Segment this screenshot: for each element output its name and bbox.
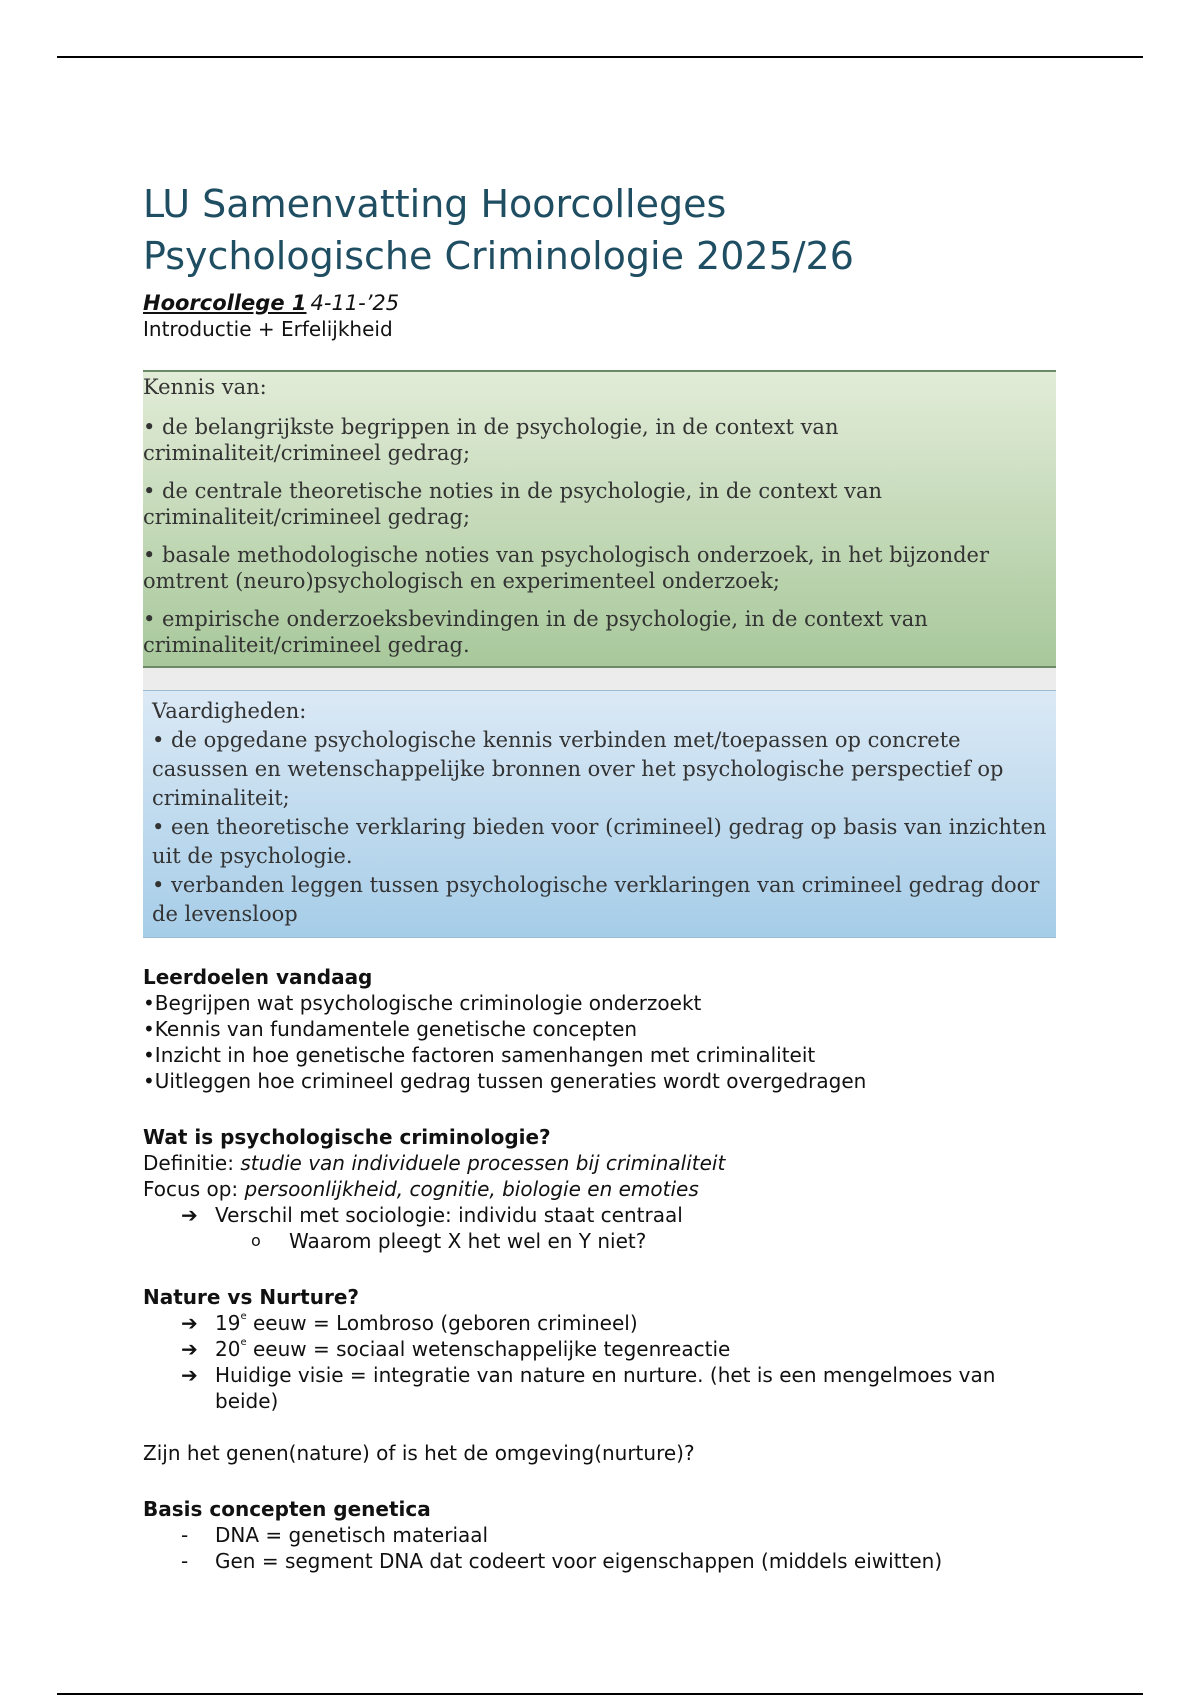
arrow-item-text: Huidige visie = integratie van nature en nurture. (het is een mengelmoes van beide) [215, 1363, 996, 1413]
top-rule [57, 56, 1143, 58]
document-body [143, 178, 1063, 1574]
vaardigheden-item: • de opgedane psychologische kennis verbinden met/toepassen op concrete casussen en wetenschappelijke bronnen over het psychologische perspectief op criminaliteit; [152, 728, 1004, 810]
arrow-item [143, 1310, 1063, 1336]
list-item: • Inzicht in hoe genetische factoren samenhangen met criminaliteit [143, 1042, 1063, 1068]
page-title [143, 178, 1063, 282]
kennis-item: • basale methodologische noties van psychologisch onderzoek, in het bijzonder omtrent (neuro)psychologisch en experimenteel onderzoek; [143, 543, 989, 593]
list-item: • Kennis van fundamentele genetische concepten [143, 1016, 1063, 1042]
box-separator [143, 668, 1056, 690]
arrow-icon: ➔ [181, 1203, 198, 1227]
title-line-2: Psychologische Criminologie 2025/26 [143, 234, 854, 278]
leerdoelen-heading: Leerdoelen vandaag [143, 965, 373, 989]
lecture-date: 4-11-’25 [310, 291, 400, 315]
vaardigheden-item: • een theoretische verklaring bieden voor (crimineel) gedrag op basis van inzichten uit de psychologie. [152, 815, 1047, 868]
circle-bullet-icon: o [251, 1231, 261, 1250]
list-item-text: DNA = genetisch materiaal [215, 1523, 489, 1547]
kennis-box [143, 370, 1056, 668]
nature-question: Zijn het genen(nature) of is het de omgeving(nurture)? [143, 1441, 695, 1465]
arrow-item [143, 1202, 1063, 1228]
kennis-item: • de centrale theoretische noties in de psychologie, in de context van criminaliteit/crimineel gedrag; [143, 479, 883, 529]
definitie-line [143, 1150, 1063, 1176]
focus-line [143, 1176, 1063, 1202]
dash-bullet-icon: - [181, 1523, 189, 1547]
list-item [143, 1522, 1063, 1548]
focus-label: Focus op: [143, 1177, 245, 1201]
arrow-icon: ➔ [181, 1337, 198, 1361]
spacer [143, 1414, 1063, 1440]
title-line-1: LU Samenvatting Hoorcolleges [143, 182, 727, 226]
sub-item-text: Waarom pleegt X het wel en Y niet? [289, 1229, 647, 1253]
arrow-icon: ➔ [181, 1311, 198, 1335]
leerdoelen-section [143, 964, 1063, 1094]
century-number: 19 [215, 1311, 241, 1335]
wat-is-heading: Wat is psychologische criminologie? [143, 1125, 551, 1149]
vaardigheden-box [143, 690, 1056, 938]
kennis-item: • empirische onderzoeksbevindingen in de psychologie, in de context van criminaliteit/crimineel gedrag. [143, 607, 928, 657]
list-item: • Begrijpen wat psychologische criminologie onderzoekt [143, 990, 1063, 1016]
lecture-label: Hoorcollege 1 [143, 291, 307, 315]
lecture-heading [143, 290, 1063, 316]
genetica-heading: Basis concepten genetica [143, 1497, 431, 1521]
vaardigheden-heading: Vaardigheden: [152, 699, 307, 723]
list-item-text: Gen = segment DNA dat codeert voor eigenschappen (middels eiwitten) [215, 1549, 943, 1573]
lecture-topic: Introductie + Erfelijkheid [143, 317, 393, 341]
arrow-item [143, 1336, 1063, 1362]
arrow-icon: ➔ [181, 1363, 198, 1387]
genetica-section [143, 1496, 1063, 1574]
definitie-label: Definitie: [143, 1151, 241, 1175]
century-suffix: e [240, 1337, 247, 1348]
century-text: eeuw = sociaal wetenschappelijke tegenreactie [246, 1337, 731, 1361]
kennis-item: • de belangrijkste begrippen in de psychologie, in de context van criminaliteit/crimineel gedrag; [143, 415, 839, 465]
list-item [143, 1548, 1063, 1574]
arrow-item [143, 1362, 1063, 1414]
definitie-value: studie van individuele processen bij criminaliteit [240, 1151, 726, 1175]
bottom-rule [57, 1693, 1143, 1695]
century-number: 20 [215, 1337, 241, 1361]
arrow-item-text [179, 1310, 1063, 1336]
century-suffix: e [240, 1311, 247, 1322]
wat-is-section [143, 1124, 1063, 1254]
dash-bullet-icon: - [181, 1549, 189, 1573]
focus-value: persoonlijkheid, cognitie, biologie en emoties [244, 1177, 699, 1201]
kennis-heading: Kennis van: [143, 375, 267, 399]
century-text: eeuw = Lombroso (geboren crimineel) [246, 1311, 638, 1335]
arrow-item-text [179, 1336, 1063, 1362]
vaardigheden-item: • verbanden leggen tussen psychologische verklaringen van crimineel gedrag door de levensloop [152, 873, 1040, 926]
nature-heading: Nature vs Nurture? [143, 1285, 359, 1309]
sub-item [143, 1228, 1063, 1254]
list-item: • Uitleggen hoe crimineel gedrag tussen generaties wordt overgedragen [143, 1068, 1063, 1094]
nature-section [143, 1284, 1063, 1466]
arrow-item-text: Verschil met sociologie: individu staat centraal [215, 1203, 683, 1227]
